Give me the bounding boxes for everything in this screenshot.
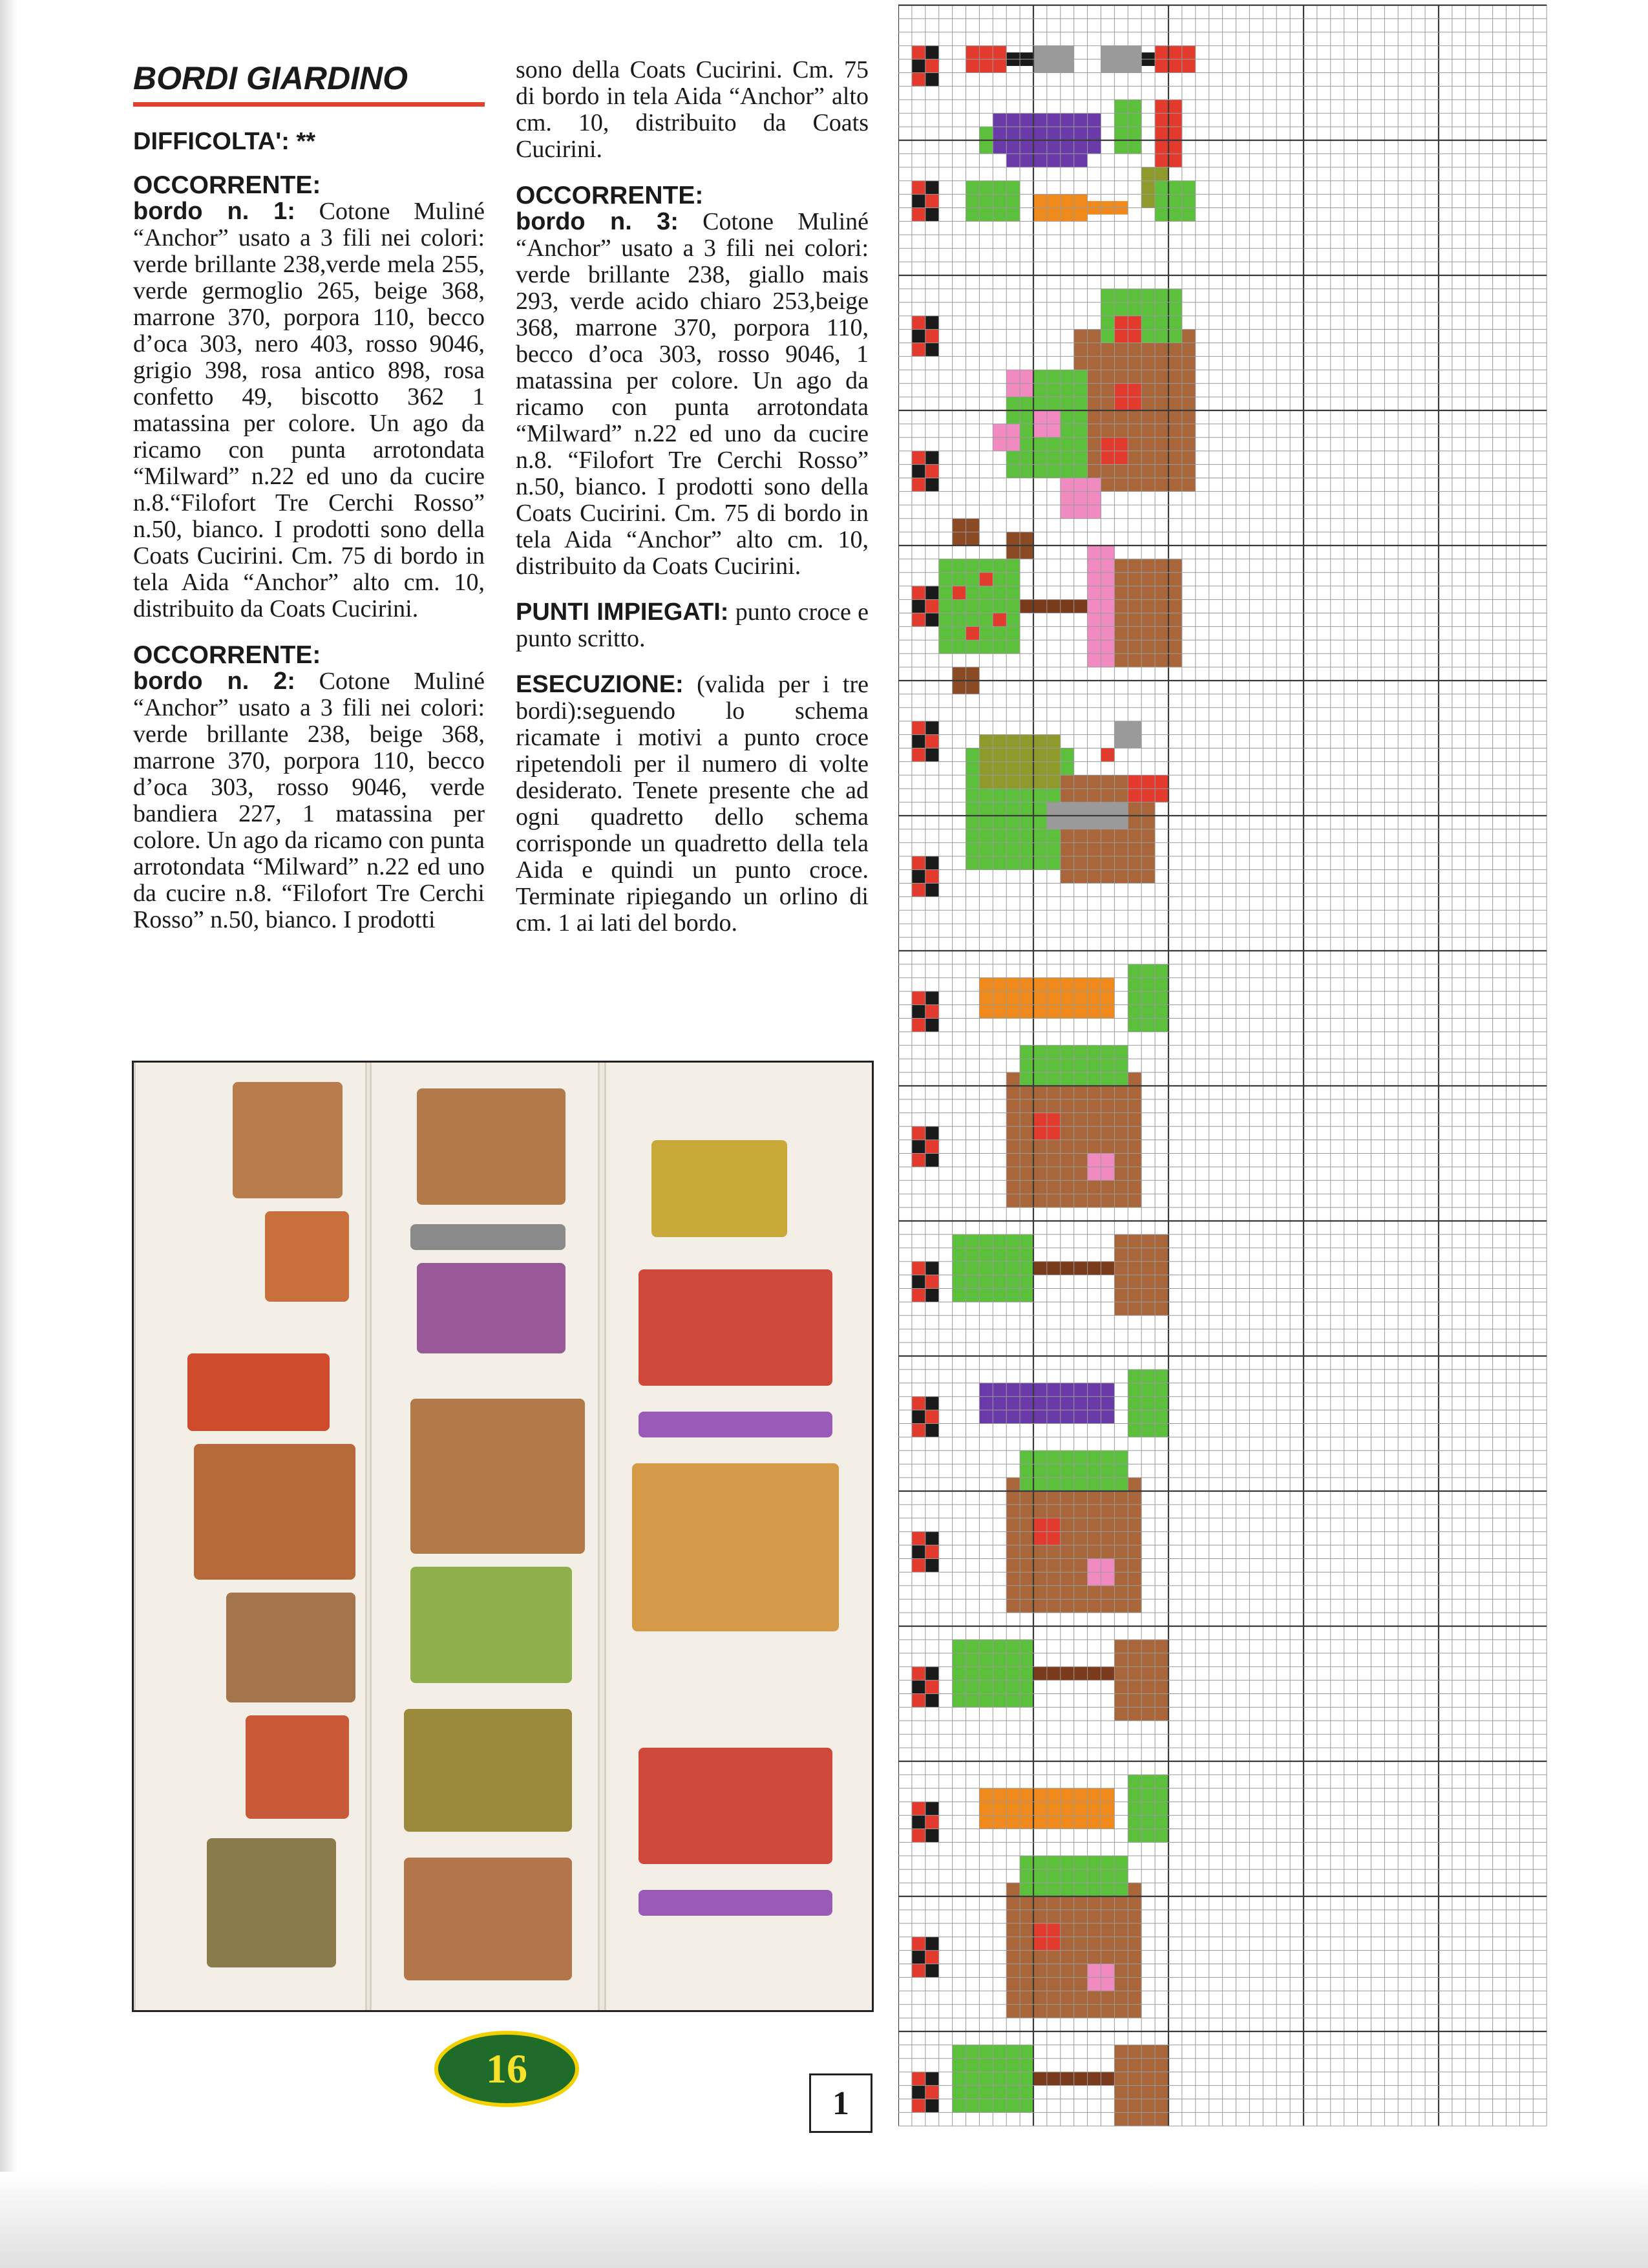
title-underline-rule	[133, 102, 485, 107]
ladybird-spot	[912, 330, 925, 343]
sprout-motif	[1155, 181, 1196, 222]
ladybird-spot	[925, 478, 939, 492]
ladybird-spot	[925, 586, 939, 600]
occorrente-paragraph-2	[133, 668, 485, 933]
tomato-motif	[639, 1748, 832, 1864]
ladybird-spot	[912, 465, 925, 478]
embroidered-band-1	[134, 1063, 367, 2010]
ladybird-spot	[912, 1951, 925, 1964]
esecuzione-text: (valida per i tre bordi):seguendo lo schema ricamate i motivi a punto croce ripetendoli per il numero di volte desiderato. Tenete presente che ad ogni quadretto dello schema corrisponde un quadretto della tela Aida e quindi un punto croce. Terminate ripiegando un orlino di cm. 1 ai lati del bordo.	[516, 671, 869, 937]
ladybird-spot	[925, 2072, 939, 2086]
ladybird-spot	[912, 600, 925, 613]
embroidered-band-2	[370, 1063, 600, 2010]
occorrente-paragraph-3	[516, 209, 869, 580]
ladybird-spot	[925, 1262, 939, 1275]
ladybird-spot	[912, 1680, 925, 1694]
ladybird-spot	[925, 1397, 939, 1410]
ladybird-spot	[912, 1275, 925, 1289]
ladybird-spot	[912, 870, 925, 884]
scan-shadow-left	[0, 0, 17, 2268]
ladybird-spot	[912, 2086, 925, 2099]
difficulty-label: DIFFICOLTA': **	[133, 128, 316, 155]
ladybird-spot	[925, 1559, 939, 1573]
ladybird-spot	[925, 856, 939, 870]
ladybird-spot	[925, 1694, 939, 1708]
ladybird-spot	[925, 1154, 939, 1167]
ladybird-spot	[925, 991, 939, 1005]
ladybird-spot	[912, 735, 925, 748]
leaf-motif	[1128, 1370, 1168, 1437]
fruit-motif	[953, 586, 966, 600]
ladybird-spot	[912, 1816, 925, 1829]
vegetable-motif	[417, 1263, 565, 1353]
page-title: BORDI GIARDINO	[133, 60, 408, 96]
flower-basket-motif	[410, 1399, 585, 1554]
ladybird-spot	[912, 1410, 925, 1424]
bordo-2-continuation: sono della Coats Cucirini. Cm. 75 di bordo in tela Aida “Anchor” alto cm. 10, distribuito da Coats Cucirini.	[516, 56, 869, 163]
esecuzione-paragraph	[516, 672, 869, 937]
ladybird-spot	[925, 884, 939, 897]
embroidered-band-3	[604, 1063, 874, 2010]
tools-motif	[410, 1224, 565, 1250]
chart-number-box	[809, 2073, 872, 2133]
ladybird-spot	[925, 1964, 939, 1978]
ladybird-spot	[925, 1127, 939, 1140]
page-number-badge	[434, 2031, 579, 2107]
text-column-middle	[516, 56, 869, 956]
ladybird-spot	[925, 1532, 939, 1545]
scan-shadow-bottom	[0, 2172, 1648, 2268]
ladybird-spot	[925, 1802, 939, 1816]
punti-impiegati-lead: PUNTI IMPIEGATI:	[516, 599, 729, 626]
leaf-motif	[1128, 1775, 1168, 1843]
chart-number: 1	[832, 2084, 849, 2122]
vegetable-motif	[187, 1353, 330, 1431]
flower-basket-motif	[404, 1858, 572, 1980]
ladybird-spot	[925, 451, 939, 465]
potted-plant-motif	[651, 1140, 787, 1237]
occorrente-heading-3: OCCORRENTE:	[516, 182, 704, 209]
page-number: 16	[486, 2046, 527, 2092]
ladybird-spot	[925, 46, 939, 59]
ladybird-spot	[925, 748, 939, 762]
crate-motif	[404, 1709, 572, 1832]
basket-motif	[265, 1211, 349, 1302]
occorrente-paragraph-1	[133, 198, 485, 622]
punti-impiegati-text: punto croce e punto scritto.	[516, 599, 869, 652]
bordo-2-text: Cotone Muliné “Anchor” usato a 3 fili nei colori: verde brillante 238, beige 368, marrone 370, porpora 110, becco d’oca 303, rosso 9046, verde bandiera 227, 1 matassina per colore. Un ago da ricamo con punta arrotondata “Milward” n.22 ed uno da cucire n.8. “Filofort Tre Cerchi Rosso” n.50, bianco. I prodotti	[133, 668, 485, 933]
cross-stitch-chart	[898, 0, 1573, 2139]
ladybird-spot	[912, 1005, 925, 1019]
ladybird-spot	[925, 316, 939, 330]
occorrente-heading-2: OCCORRENTE:	[133, 641, 321, 669]
ladybird-spot	[925, 1019, 939, 1032]
ladybird-spot	[912, 1140, 925, 1154]
ladybird-spot	[925, 2099, 939, 2113]
ladybird-spot	[925, 1667, 939, 1680]
embroidered-borders-photo	[132, 1061, 874, 2012]
ladybird-spot	[925, 1829, 939, 1843]
bordo-3-lead: bordo n. 3:	[516, 208, 679, 235]
tomato-motif	[639, 1269, 832, 1386]
tools-motif	[194, 1444, 355, 1580]
flower-pot-motif	[632, 1463, 839, 1631]
ladybird-spot	[925, 208, 939, 222]
flower-motif	[1061, 478, 1101, 519]
ladybird-spot	[925, 1289, 939, 1302]
basket-motif	[226, 1593, 355, 1702]
occorrente-heading-1: OCCORRENTE:	[133, 171, 321, 199]
text-column-left	[133, 59, 485, 953]
ladybird-spot	[925, 343, 939, 357]
fruit-motif	[979, 573, 993, 586]
ladybird-spot	[925, 613, 939, 627]
punti-impiegati-paragraph	[516, 599, 869, 652]
fruit-motif	[993, 613, 1006, 627]
ladybird-spot	[912, 195, 925, 208]
fruit-motif	[966, 626, 980, 640]
potted-tree-motif	[410, 1567, 572, 1683]
tool-handle	[1101, 748, 1115, 762]
ladybird-spot	[925, 1937, 939, 1951]
ladybird-spot	[925, 721, 939, 735]
basket-motif	[233, 1082, 343, 1198]
ladybird-spot	[912, 59, 925, 73]
bordo-1-text: Cotone Muliné “Anchor” usato a 3 fili nei colori: verde brillante 238,verde mela 255, verde germoglio 265, beige 368, marrone 370, porpora 110, becco d’oca 303, nero 403, rosso 9046, grigio 398, rosa antico 898, rosa confetto 49, biscotto 362 1 matassina per colore. Un ago da ricamo con punta arrotondata “Milward” n.22 ed uno da cucire n.8.“Filofort Tre Cerchi Rosso” n.50, bianco. I prodotti sono della Coats Cucirini. Cm. 75 di bordo in tela Aida “Anchor” alto cm. 10, distribuito da Coats Cucirini.	[133, 198, 485, 622]
ladybird-spot	[925, 181, 939, 195]
tools-motif	[639, 1412, 832, 1437]
bordo-1-lead: bordo n. 1:	[133, 198, 295, 225]
ladybird-spot	[912, 1545, 925, 1559]
bordo-2-lead: bordo n. 2:	[133, 668, 295, 695]
tools-motif	[639, 1890, 832, 1916]
esecuzione-lead: ESECUZIONE:	[516, 671, 684, 698]
ladybird-spot	[925, 73, 939, 87]
ladybird-spot	[925, 1424, 939, 1437]
bordo-3-text: Cotone Muliné “Anchor” usato a 3 fili nei colori: verde brillante 238, giallo mais 293, verde acido chiaro 253,beige 368, marrone 370, porpora 110, becco d’oca 303, rosso 9046, 1 matassina per colore. Un ago da ricamo con punta arrotondata “Milward” n.22 ed uno da cucire n.8. “Filofort Tre Cerchi Rosso” n.50, bianco. I prodotti sono della Coats Cucirini. Cm. 75 di bordo in tela Aida “Anchor” alto cm. 10, distribuito da Coats Cucirini.	[516, 208, 869, 580]
leaf-motif	[1128, 964, 1168, 1032]
flower-motif	[207, 1838, 336, 1967]
basket-motif	[246, 1715, 349, 1819]
potted-tree-motif	[417, 1088, 565, 1205]
